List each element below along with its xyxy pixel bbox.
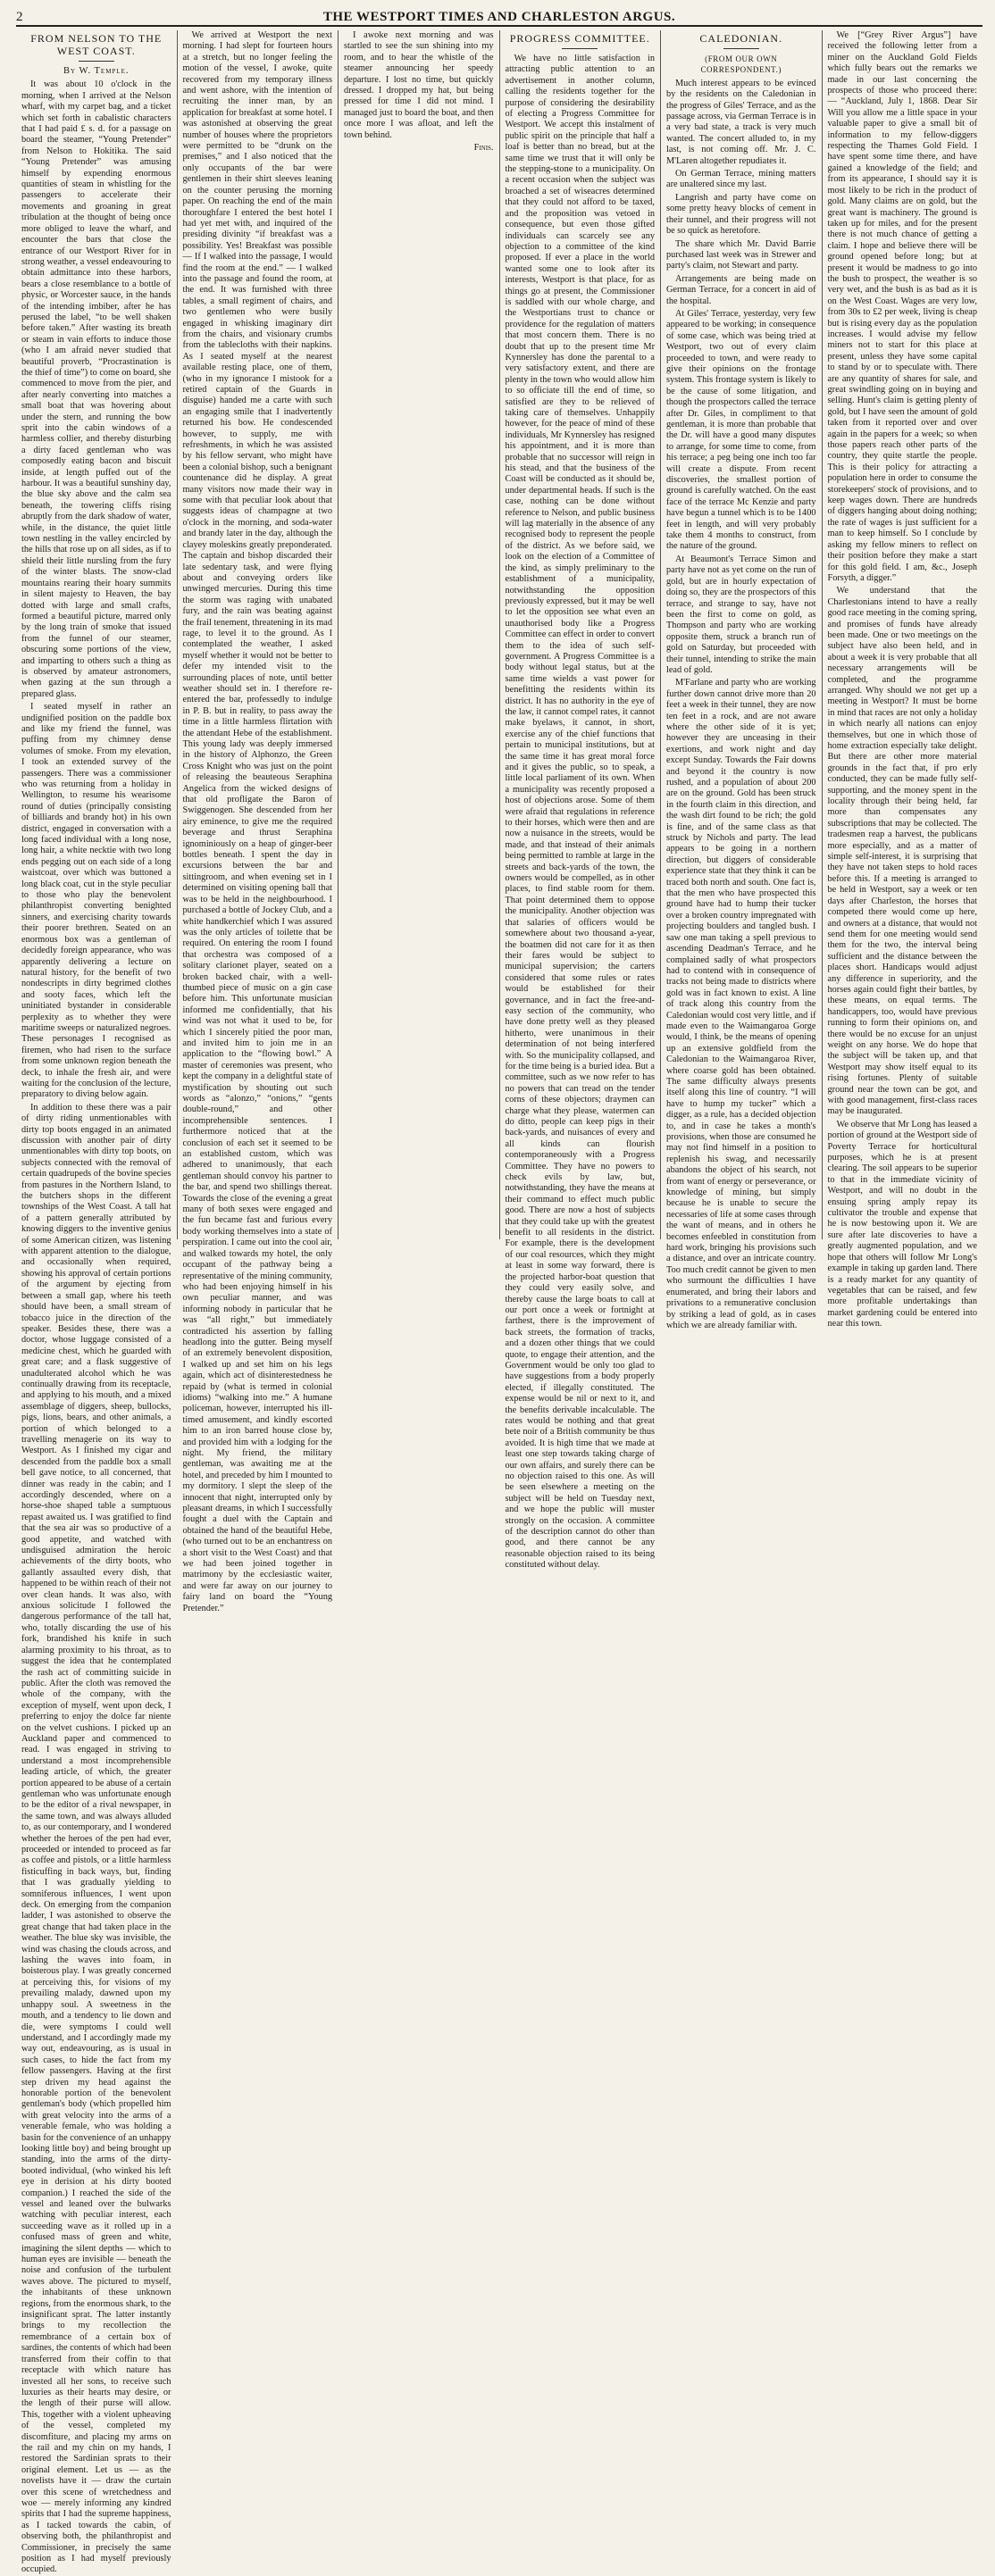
byline: By W. Temple. (63, 66, 130, 76)
article-heading: FROM NELSON TO THE WEST COAST. (30, 32, 163, 57)
column-6 (823, 30, 983, 1330)
divider (723, 48, 759, 49)
column-2 (178, 30, 339, 1613)
article-paragraph: The share which Mr. David Barrie purchased last week was in Strewer and party's claim, not Stewart and party. (666, 238, 816, 271)
article-paragraph: I awoke next morning and was startled to see the sun shining into my room, and to hear the whistle of the steamer announcing her speedy departure. I lost no time, but quickly dressed. I dropped my hat, but being pressed for time I did not mind. I managed just to board the boat, and then once more I was afloat, and left the town behind. (344, 30, 494, 140)
article-paragraph: We [“Grey River Argus”] have received the following letter from a miner on the Auckland Gold Fields which fully bears out the remarks we made in our last concerning the prospects of those who proceed there: — “Auckland, July 1, 1868. Dear Sir Will you allow me a little space in your valuable paper to give a small bit of information to my fellow-diggers respecting the Thames Gold Field. I have spent some time there, and have gained a knowledge of the field; and from its appearance, I should say it is most likely to be rich in the product of gold. Many claims are on gold, but the great want is machinery. The ground is taken up for miles, and for the present there is not much chance of getting a claim. I hope and believe there will be ground opened before long; but at present it would be madness to go into the bush to prospect, the weather is so very wet, and the bush is as bad as it is on the West Coast. Wages are very low, from 30s to £2 per week, living is cheap but is rising every day as the population increases. I would advise my fellow miners not to start for this place at present, unless they have some capital to stand by or to speculate with. There are any quantity of shares for sale, and great swindling going on in buying and selling. Hunt's claim is getting plenty of gold, but I have seen the amount of gold taken from it reported over and over again in the papers for a week; so when those papers reach other parts of the country, they quite startle the people. This is their policy for attracting a population here in order to consume the storekeepers' stock of provisions, and to keep wages down. There are hundreds of diggers hanging about doing nothing; the rate of wages is just sufficient for a man to keep himself. So I conclude by asking my fellow miners to reflect on their position before they make a start for this gold field. I am, &c., Joseph Forsyth, a digger.” (827, 30, 977, 583)
article-paragraph: We understand that the Charlestonians intend to have a really good race meeting in the coming spring, and promises of funds have already been made. One or two meetings on the subject have also been held, and in about a week it is very probable that all necessary arrangements will be completed, and the programme arranged. Why should we not get up a meeting in Westport? It must be borne in mind that races are not only a holiday in which nearly all nations can enjoy themselves, but one in which those of home extraction especially take delight. But there are other more material grounds in the fact that, if pro erly conducted, they can be made fully self-supporting, and the money spent in the locality through their being held, far more than compensates any subscriptions that may be collected. The tradesmen reap a harvest, the publicans more especially, and as a matter of simple self-interest, it is surprising that they have not taken steps to hold races before this. If a meeting is arranged to be held in Westport, say a week or ten days after Charleston, the horses that competed there would come up here, and owners at a distance, that would not send them for one meeting would send them for the two, the interval being sufficient and the distance between the places short. Handicaps would adjust any difference in superiority, and the horses again could fight their battles, by these means, on equal terms. The handicappers, too, would have previous running to form their opinions on, and there would be no excuse for an unjust weight on any horse. We do hope that the subject will be taken up, and that Westport may show itself equal to its rising fortunes. Plenty of suitable ground near the town can be got, and with good management, first-class races may be inaugurated. (827, 586, 977, 1117)
newspaper-title: THE WESTPORT TIMES AND CHARLESTON ARGUS. (322, 10, 676, 24)
article-paragraph: It was about 10 o'clock in the morning, when I arrived at the Nelson wharf, with my carpet bag, and a ticket which set forth in cabalistic characters that I had paid £ s. d. for a passage on board the steamer, “Young Pretender” from Nelson to Hokitika. The said “Young Pretender” was amusing himself by expending enormous quantities of steam in whistling for the passengers to accelerate their movements and groaning in great tribulation at the thought of being once more obliged to leave the wharf, and encounter the bars that close the entrance of our Westport River for in strong weather, a vessel endeavouring to obtain admittance into these harbors, bears a close resemblance to a bottle of physic, or Worcester sauce, in the hands of the intending imbiber, after he has perused the label, “to be well shaken before taken.” After wasting its breath or steam in vain efforts to induce those (who I am afraid never studied that beautiful proverb, “Procrastination is the thief of time”) to come on board, she commenced to move from the pier, and after nearly converting into matches a small boat that was hovering about under the stern, and running the bow sprit into the cabin windows of a harmless collier, and thereby disturbing a dirty faced gentleman who was composedly eating bacon and biscuit inside, at length puffed out of the harbour. It was a beautiful sunshiny day, the blue sky above and the calm sea beneath, the towering cliffs rising abruptly from the dark shadow of water, while, in the distance, the quiet little town nestling in the valley encircled by the hills that rose up on all sides, as if to shield their little nursling from the fury of the winter blasts. The snow-clad mountains rearing their hoary summits in silent majesty to Heaven, the bay dotted with large and small crafts, formed a beautiful picture, marred only by the long train of smoke that issued from the funnel of our steamer, obscuring some portions of the view, and imparting to others such a thing as is observed by amateur astronomers, when gazing at the sun through a prepared glass. (21, 79, 171, 699)
article-paragraph: Langrish and party have come on some pretty heavy blocks of cement in their tunnel, and their progress will not be so quick as heretofore. (666, 192, 816, 237)
article-paragraph: On German Terrace, mining matters are unaltered since my last. (666, 169, 816, 190)
article-heading: PROGRESS COMMITTEE. (509, 32, 650, 45)
article-paragraph: We observe that Mr Long has leased a portion of ground at the Westport side of Poverty Terrace for horticultural purposes, which he is at present clearing. The soil appears to be superior to that in the immediate vicinity of Westport, and will no doubt in the ensuing spring amply repay its cultivator the trouble and expense that he is now bestowing upon it. We are sure after late discoveries to have a greatly augmented population, and we hope that others will follow Mr Long's example in taking up garden land. There is a ready market for any quantity of vegetables that can be raised, and few more profitable undertakings than market gardening could be entered into near this town. (827, 1119, 977, 1330)
article-paragraph: We arrived at Westport the next morning. I had slept for fourteen hours at a stretch, but no longer feeling the motion of the vessel, I awoke, quite recovered from my temporary illness and went ashore, with the intention of recruiting the inner man, by an application for breakfast at some hotel. I was astonished at observing the great number of houses where the proprietors were permitted to be “drunk on the premises,” and I also noticed that the only occupants of the bar were gentlemen in their shirt sleeves leaning on the counter perusing the morning paper. On reaching the end of the main thoroughfare I entered the best hotel I had yet met with, and inquired of the presiding divinity “if breakfast was a possibility. Yes! Breakfast was possible — If I walked into the passage, I would find the room at the end.” — I walked into the passage and found the room, at the end. It was furnished with three tables, a small regiment of chairs, and two gentlemen who were busily engaged in whisking imaginary dirt from the chairs, and visionary crumbs from the tablecloths with their napkins. As I seated myself at the nearest available resting place, one of them, (who in my ignorance I mistook for a retired captain of the Guards in disguise) handed me a carte with such an engaging smile that I inadvertently returned his bow. He condescended however, to supply, me with refreshments, in which he was assisted by his fellow servant, who might have been a colonial bishop, such a benignant countenance did he display. A great many visitors now made their way in some with that peculiar look about that suggests ideas of champagne at two o'clock in the morning, and soda-water and brandy later in the day, although the clayey moleskins greatly preponderated. The captain and bishop discarded their late sedentary task, and were flying about and conveying orders like unwinged mercuries. During this time the storm was raging with unabated fury, and the rain was beating against the frail tenement, threatening in its mad rage, to level it to the ground. As I contemplated the weather, I asked myself whether it would not be better to defer my intended visit to the surrounding places of note, until better weather should set in. I therefore re-entered the bar, professedly to indulge in P. B. but in reality, to pass away the time in a little harmless flirtation with the attendant Hebe of the establishment. This young lady was deeply immersed in the history of Alphonzo, the Green Cross Knight who was just on the point of releasing the beauteous Seraphina Angelica from the wicked designs of that old profligate the Baron of Swiggenogen. She descended from her airy eminence, to give me the required beverage and thrust Seraphina ignominiously on a heap of ginger-beer bottles beneath. I spent the day in excursions between the bar and sittingroom, and when evening set in I determined on visiting opening ball that was to be held in the neighbourhood. I purchased a bottle of Jockey Club, and a white handkerchief which I was assured was the only articles of toilette that be required. On entering the room I found that orchestra was composed of a solitary clarionet player, seated on a broken backed chair, with a well-thumbed piece of music on a gin case before him. This unfortunate musician informed me confidentially, that his wind was not what it used to be, for which I sincerely pitied the poor man, and invited him to join me in an application to the “flowing bowl.” A master of ceremonies was present, who kept the company in a delightful state of mystification by shouting out such words as “alonzo,” “onions,” “gents double-round,” and other incomprehensible sentences. I furthermore noticed that at the conclusion of each set it seemed to be an established custom, which was adhered to unanimously, that each gentleman should convoy his partner to the bar, and spend two shillings thereat. Towards the close of the evening a great many of both sexes were engaged and the fun became fast and furious every body working themselves into a state of perspiration. I came out into the cool air, and walked towards my hotel, the only occupant of the pathway being a representative of the mining community, who had been enjoying himself in his own peculiar manner, and was informing nobody in particular that he was “all right,” but immediately contradicted his assertion by falling headlong into the gutter. Being myself of an extremely benevolent disposition, I walked up and set him on his legs again, which act of disinterestedness he repaid by (what is termed in colonial idioms) “walking into me.” A humane policeman, however, interrupted his ill-timed amusement, and kindly escorted him to an iron barred house close by, and provided him with a lodging for the night. My friend, the military gentleman, was awaiting me at the hotel, and preceded by him I mounted to my dormitory. I slept the sleep of the innocent that night, interrupted only by pleasant dreams, in which I successfully fought a duel with the Captain and obtained the hand of the beautiful Hebe, (who turned out to be an enchantress on a short visit to the West Coast) and that we had been joined together in matrimony by the ecclesiastic waiter, and were far away on our journey to fairy land on board the “Young Pretender.” (182, 30, 332, 1613)
columns (16, 30, 982, 2575)
column-3 (339, 30, 500, 1239)
divider (79, 61, 114, 62)
page-number: 2 (16, 10, 23, 24)
article-paragraph: At Giles' Terrace, yesterday, very few appeared to be working; in consequence of some case, which was being tried at Westport, two out of every claim proceeded to town, and were ready to give their opinions on the frontage system. This frontage system is likely to be the cause of some litigation, and though the prospectors called the terrace after Dr. Giles, in compliment to that gentleman, it is more than probable that the Dr. will have a good many disputes to arrange, for some time to come, from his terrace; a peg being one inch too far will create a dispute. From recent discoveries, the smallest portion of ground is carefully watched. On the east face of the terrace Mc Kenzie and party have begun a tunnel which is to be 1400 feet in length, and will very probably take them 4 months to construct, from the nature of the ground. (666, 308, 816, 552)
article-paragraph: M'Farlane and party who are working further down cannot drive more than 20 feet a week in their tunnel, they are now ten feet in a rock, and are not aware where the other side of it is yet; however they are unceasing in their exertions, and work night and day except Sunday. Towards the Fair downs and beyond it the country is now rushed, and a population of about 200 are on the ground. Gold has been struck in the fourth claim in this direction, and the wash dirt found to be rich; the gold is fine, and of the same class as that struck by Nichols and party. The lead appears to be going in a northern direction, but diggers of considerable experience state that they think it can be traced both north and south. One fact is, that the men who have prospected this ground have had to hump their tucker over a broken country impregnated with projecting boulders and tangled bush. I saw one man taking a spell previous to ascending Deadman's Terrace, and he complained sadly of what prospectors had to contend with in consequence of tracks not being made to districts where gold was in fact known to exist. A line of track along this country from the Caledonian would cost very little, and if made even to the Waimangaroa Gorge would, I think, be the means of opening up an extensive goldfield from the Caledonian to the Waimangaroa River, where coarse gold has been obtained. The same difficulty always presents itself along this line of country. “I will have to hump my tucker” which a digger, as a rule, has a decided objection to, and in case he takes a month's provisions, when those are consumed he may not find himself in a position to replenish his swag, and necessarily abandons the object of his search, not from want of energy or perseverance, or knowledge of mining, but simply because he is unable to secure the necessaries of life at some cases through the want of means, and in others he becomes enfeebled in constitution from hard work, bringing his provisions such a distance, and over an intricate country. Too much credit cannot be given to men who surmount the difficulties I have enumerated, and bring their labors and privations to a remunerative conclusion by striking a lead of gold, as in cases which we are already familiar with. (666, 678, 816, 1330)
article-paragraph: I seated myself in rather an undignified position on the paddle box and like my friend the funnel, was puffing from my chimney dense volumes of smoke. From my elevation, I took an extended survey of the passengers. There was a commissioner who was returning from a holiday in Wellington, to resume his wearisome round of duties (principally consisting of billiards and brandy hot) in his own district, engaged in conversation with a long faced individual with a long nose, long hair, a white necktie with two long ends pegging out on each side of a long waistcoat, over which was buttoned a long black coat, cut in the style peculiar to those who play the benevolent philanthropist converting benighted sinners, and exercising charity towards their poorer brethren. Seated on an enormous box was a gentleman of decidedly foreign appearance, who was apparently delivering a lecture on natural history, for the benefit of two nondescripts in dirty begrimed clothes and sooty faces, which left the uninitiated bystander in considerable perplexity as to whether they were maritime sweeps or naturalized negroes. These personages I recognised as firemen, who had risen to the surface from some unknown region beneath the deck, to inhale the fresh air, and were waiting for the conclusion of the lecture, preparatory to diving below again. (21, 702, 171, 1100)
column-4 (500, 30, 662, 1571)
column-1 (16, 30, 178, 2575)
divider (562, 48, 598, 49)
article-paragraph: In addition to these there was a pair of dirty riding unmentionables with dirty top boots engaged in an animated discussion with another pair of dirty unmentionables with dirty top boots, on subjects connected with the removal of certain quadrupeds of the bovine species from pastures in the Northern Island, to the butchers shops in the different townships of the West Coast. A tall hat of a pattern generally attributed by knowing diggers to the inventive genius of some American citizen, was listening with apparent attention to the dialogue, and occasionally when required, showing his approval of certain portions of the argument by ejecting from between a small gap, where his teeth should have been, a small stream of tobacco juice in the direction of the speaker. Besides these, there was a doctor, whose luggage consisted of a medicine chest, which he guarded with great care; and a flask suggestive of unadulterated alcohol which he was continually drawing from its receptacle, and applying to his mouth, and a mixed assemblage of diggers, sheep, bullocks, pigs, lions, bears, and other animals, a portion of which belonged to a travelling menagerie on its way to Westport. As I finished my cigar and descended from the paddle box a small bell gave notice, to all concerned, that dinner was ready in the cabin; and I accordingly descended, where on a horse-shoe shaped table a sumptuous repast awaited us. I was gratified to find that the sea air was so productive of a good appetite, and watched with undisguised admiration the heroic achievements of the dirty boots, who gallantly assaulted every dish, that happened to be within reach of their not over clean hands. It was also, with anxious solicitude I followed the dangerous performance of the tall hat, who, totally discarding the use of his fork, brandished his knife in such alarming proximity to his throat, as to suggest the idea that he contemplated the rash act of committing suicide in public. After the cloth was removed the whole of the company, with the exception of myself, went upon deck, I preferring to enjoy the dolce far niente on the velvet cushions. I picked up an Auckland paper and commenced to read. I was engaged in striving to understand a most incomprehensible leading article, of which, the greater portion appeared to be abuse of a certain gentleman who was unfortunate enough to be the editor of a rival newspaper, in the same town, and was always alluded to, as our contemporary, and I wondered whether the heroes of the pen had ever, proceeded or intended to proceed as far as coffee and pistols, or a little harmless fisticuffing in back ways, but, finding that I was gradually yielding to somniferous influences, I went upon deck. On emerging from the companion ladder, I was astonished to observe the great change that had taken place in the weather. The blue sky was invisible, the wind was chasing the clouds across, and lashing the waves into foam, in boisterous play. I was greatly concerned at perceiving this, for visions of my prevailing malady, dawned upon my unhappy soul. A sweetness in the mouth, and a tendency to lie down and die, were symptoms I could well understand, and I accordingly made my way out, endeavouring, as is usual in such cases, to hide the fact from my fellow passengers. Having at the first step driven my head against the honorable portion of the benevolent gentleman's body (which propelled him with great velocity into the arms of a venerable female, who was holding a basin for the convenience of an unhappy looking little boy) and being brought up standing, into the arms of the dirty-booted individual, (who winked his left eye in derision at his dirty booted companion.) I reached the side of the vessel and leaned over the bulwarks watching with peculiar interest, each succeeding wave as it rolled up in a confused mass of green and white, imagining the silent depths — which to human eyes are invisible — beneath the noise and confusion of the turbulent waves above. The pictured to myself, the inhabitants of these unknown regions, from the enormous shark, to the insignificant sprat. The latter instantly brings to my recollection the remembrance of a certain box of sardines, the contents of which had been transferred from their coffin to that receptacle with which nature has invested all her sons, to receive such luxuries as their hearts may desire, or the length of their purse will allow. This, together with a violent upheaving of the vessel, completed my discomfiture, and placing my arms on the rail and my chin on my hands, I restored the Sardinian sprats to their original element. Let us — as the novelists have it — draw the curtain over this scene of wretchedness and woe — merely informing any kindred spirits that I had the supreme happiness, as I tacked towards the cabin, of observing both, the philanthropist and Commissioner, in precisely the same position as I had myself previously occupied. (21, 1102, 171, 2575)
column-5 (661, 30, 823, 1330)
article-end-mark: Finis. (473, 143, 494, 154)
article-paragraph: Arrangements are being made on German Terrace, for a concert in aid of the hospital. (666, 273, 816, 306)
dateline: (FROM OUR OWN CORRESPONDENT.) (700, 54, 782, 75)
article-paragraph: Much interest appears to be evinced by the residents on the Caledonian in the progress of Giles' Terrace, and as the passage across, via German Terrace is in a very bad state, a track is very much wanted. The concert alluded to, in my last, is not coming off. Mr. J. C. M'Laren altogether repudiates it. (666, 78, 816, 166)
article-heading: CALEDONIAN. (699, 32, 783, 45)
masthead (16, 5, 982, 27)
article-paragraph: We have no little satisfaction in attracting public attention to an advertisement in another column, calling the residents together for the purpose of considering the desirability of electing a Progress Committee for Westport. We accept this instalment of public spirit on the principle that half a loaf is better than no bread, but at the same time we trust that it will only be the stepping-stone to a municipality. On a recent occasion when the subject was broached a set of wiseacres determined that they could not afford to be taxed, and the proposition was vetoed in consequence, but even those gifted individuals can scarcely see any objection to a committee of the kind proposed. If ever a place in the world wanted some one to look after its interests, Westport is that place, for as things go at present, the Commissioner is saddled with our whole charge, and the Westportians trust to chance or providence for the regulation of matters that most concern them. There is no doubt that up to the present time Mr Kynnersley has done the parental to a very satisfactory extent, and there are plenty in the town who would allow him to so officiate till the end of time, so satisfied are they to be relieved of taking care of themselves. Unhappily however, for the peace of mind of these individuals, Mr Kynnersley has resigned his appointment, and it is more than probable that no successor will reign in his stead, and that the business of the Coast will be conducted as it should be, under departmental heads. If such is the case, nothing can be done without reference to Nelson, and public business will lag materially in the absence of any recognised body to represent the people of the district. As we before said, we look on the election of a Committee of the kind, as simply preliminary to the establishment of a municipality, notwithstanding the opposition previously expressed, but it may be well to let the opposition see what even an unauthorised body like a Progress Committee can effect in order to convert them to the idea of such self-government. A Progress Committee is a body without legal status, but at the same time wields a vast power for benefitting the residents within its district. It has no authority in the eye of the law, it cannot compel rates, it cannot make byelaws, it cannot, in short, exercise any of the chief functions that pertain to municipal institutions, but at the same time it has great moral force and it gives the public, so to speak, a little local parliament of its own. When a municipality was recently proposed a host of objections arose. Some of them were afraid that regulations in reference to their horses, which were then and are now a nuisance in the streets, would be made, and that instead of their animals being permitted to ramble at large in the streets and back-yards of the town, the owners would be compelled, as in other places, to find stable room for them. That point determined them to oppose the municipality. Another objection was that salaries of officers would be somewhere about two thousand a-year, the boatmen did not care for it as then their fares would be subject to municipal supervision; the carters considered that some rules or rates would be established for their governance, and in fact the free-and-easy section of the community, who have done pretty well as they pleased hitherto, were unanimous in their determination of not being interfered with. So the municipality collapsed, and for the time being is a buried idea. But a committee, such as we now refer to has no powers that can tread on the tender corns of these objectors; draymen can charge what they please, watermen can do ditto, people can keep pigs in their back-yards, and nuisances of every and all kinds can flourish contemporaneously with a Progress Committee. They have no powers to check evils by law, but, notwithstanding, they have the means at their command to effect much public good. There are now a host of subjects that they could take up with the greatest benefit to all residents in the district. For example, there is the development of our coal resources, which they might at least in some way forward, there is the projected harbor-boat question that they could very easily solve, and thereby cause the large boats to call at our port once a week or fortnight at farthest, there is the improvement of back streets, the formation of tracks, and a dozen other things that we could quote, to engage their attention, and the Government would be only too glad to have suggestions from a body properly elected, if illegally constituted. The expense would be nil or next to it, and the benefits derivable incalculable. The rates would be nothing and that great bete noir of a British community be thus avoided. It is high time that we made at least one step towards taking charge of our own affairs, and surely there can be no objection raised to this one. As will be seen elsewhere a meeting on the subject will be held on Tuesday next, and we hope the public will muster strongly on the occasion. A committee of the description cannot do other than good, and there cannot be any reasonable objection raised to its being constituted without delay. (505, 54, 655, 1571)
article-paragraph: At Beaumont's Terrace Simon and party have not as yet come on the run of gold, but are in hourly expectation of doing so, they are the prospectors of this terrace, and strange to say, have not been the first to come on gold, as Thompson and party who are working opposite them, struck a branch run of gold on Saturday, but proceeded with their tunnel, intending to strike the main lead of gold. (666, 554, 816, 675)
